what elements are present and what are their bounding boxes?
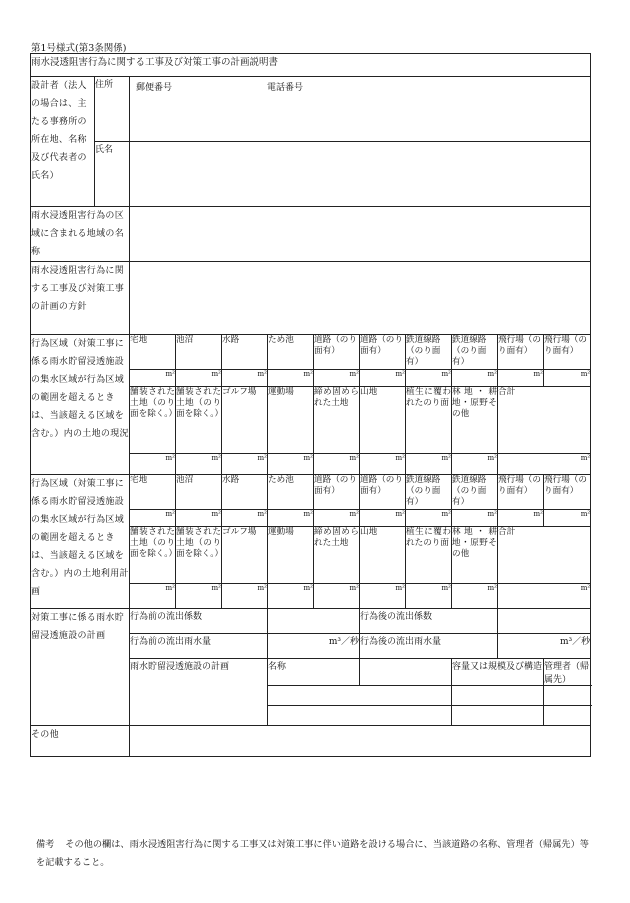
- land-type: 林地・耕地・原野その他: [452, 387, 498, 454]
- land-type: 舗装された土地（のり面を除く。）: [130, 527, 176, 584]
- area-cell[interactable]: m²: [176, 454, 222, 475]
- area-cell[interactable]: m²: [360, 584, 406, 609]
- land-type: 宅地: [130, 475, 176, 510]
- plan-policy-label: 雨水浸透阻害行為に関する工事及び対策工事の計画の方針: [31, 262, 130, 335]
- applicant-label: 設計者（法人の場合は、主たる事務所の所在地、名称及び代表者の氏名）: [31, 77, 95, 207]
- current-land-label: 行為区域（対策工事に係る雨水貯留浸透施設の集水区域が行為区域の範囲を超えるときは、当該超える区域を含む。）内の土地の現況: [31, 335, 130, 475]
- area-cell[interactable]: m²: [406, 370, 452, 387]
- land-type: 山地: [360, 387, 406, 454]
- total-label: 合計: [498, 387, 591, 454]
- facility-manager-header: 管理者（帰属先）: [544, 659, 591, 686]
- land-type: 締め固められた土地: [314, 527, 360, 584]
- land-type: 飛行場（のり面有）: [498, 335, 544, 370]
- facility-name-header: 名称: [268, 659, 360, 686]
- facility-manager-cell[interactable]: [544, 706, 591, 726]
- area-cell[interactable]: m²: [130, 454, 176, 475]
- facility-plan-label: 雨水貯留浸透施設の計画: [130, 659, 268, 726]
- area-cell[interactable]: m²: [130, 510, 176, 527]
- runoff-coef-after-field[interactable]: [498, 609, 591, 634]
- land-type: 宅地: [130, 335, 176, 370]
- land-type: 鉄道線路（のり面有）: [406, 335, 452, 370]
- land-type: 山地: [360, 527, 406, 584]
- area-cell[interactable]: m²: [222, 454, 268, 475]
- name-field[interactable]: [130, 142, 591, 207]
- area-cell[interactable]: m²: [360, 370, 406, 387]
- runoff-after-field[interactable]: m³／秒: [498, 634, 591, 659]
- area-cell[interactable]: m²: [406, 454, 452, 475]
- land-type: 飛行場（のり面有）: [544, 335, 591, 370]
- remarks-prefix: 備考: [36, 839, 55, 850]
- form-number-label: 第1号様式(第3条関係): [31, 43, 127, 54]
- runoff-after-label: 行為後の流出雨水量: [360, 634, 498, 659]
- other-label: その他: [31, 726, 130, 757]
- name-label: 氏名: [95, 142, 130, 207]
- area-cell[interactable]: m²: [314, 510, 360, 527]
- land-type: 飛行場（のり面有）: [498, 475, 544, 510]
- countermeasure-label: 対策工事に係る雨水貯留浸透施設の計画: [31, 609, 130, 726]
- area-cell[interactable]: m²: [130, 584, 176, 609]
- address-label: 住所: [95, 77, 130, 142]
- explanation-form-table: [30, 53, 591, 757]
- area-cell[interactable]: m²: [452, 370, 498, 387]
- land-type: 舗装された土地（のり面を除く。）: [130, 387, 176, 454]
- land-type: 水路: [222, 475, 268, 510]
- facility-name-cell[interactable]: [268, 706, 452, 726]
- total-area-cell[interactable]: m²: [498, 584, 591, 609]
- area-cell[interactable]: m²: [268, 454, 314, 475]
- phone-label: 電話番号: [267, 83, 304, 93]
- land-type: 池沼: [176, 335, 222, 370]
- address-field[interactable]: [130, 77, 591, 142]
- area-cell[interactable]: m²: [452, 510, 498, 527]
- area-name-field[interactable]: [130, 207, 591, 262]
- total-label: 合計: [498, 527, 591, 584]
- land-type: 運動場: [268, 387, 314, 454]
- runoff-coef-before-label: 行為前の流出係数: [130, 609, 268, 634]
- land-type: 水路: [222, 335, 268, 370]
- area-cell[interactable]: m²: [360, 454, 406, 475]
- area-cell[interactable]: m²: [176, 584, 222, 609]
- land-type: ため池: [268, 475, 314, 510]
- land-type: 池沼: [176, 475, 222, 510]
- facility-capacity-header: 容量又は規模及び構造: [452, 659, 544, 686]
- land-type: 道路（のり面有）: [314, 475, 360, 510]
- land-type: 鉄道線路（のり面有）: [452, 335, 498, 370]
- area-cell[interactable]: m²: [268, 584, 314, 609]
- land-type: ゴルフ場: [222, 527, 268, 584]
- land-type: 林地・耕地・原野その他: [452, 527, 498, 584]
- area-cell[interactable]: m²: [314, 370, 360, 387]
- planned-land-label: 行為区域（対策工事に係る雨水貯留浸透施設の集水区域が行為区域の範囲を超えるときは、当該超える区域を含む。）内の土地利用計画: [31, 475, 130, 609]
- land-type: 植生に覆われたのり面: [406, 527, 452, 584]
- area-cell[interactable]: m²: [222, 584, 268, 609]
- area-cell[interactable]: m²: [222, 370, 268, 387]
- facility-manager-cell[interactable]: [544, 686, 591, 706]
- land-type: 飛行場（のり面有）: [544, 475, 591, 510]
- area-cell[interactable]: m²: [222, 510, 268, 527]
- postal-code-label: 郵便番号: [136, 83, 173, 93]
- area-cell[interactable]: m²: [314, 454, 360, 475]
- runoff-coef-before-field[interactable]: [268, 609, 360, 634]
- land-type: ため池: [268, 335, 314, 370]
- land-type: 舗装された土地（のり面を除く。）: [176, 387, 222, 454]
- area-cell[interactable]: m²: [176, 510, 222, 527]
- remarks-text: その他の欄は、雨水浸透阻害行為に関する工事又は対策工事に伴い道路を設ける場合に、当該道路の名称、管理者（帰属先）等を記載すること。: [36, 839, 589, 868]
- runoff-coef-after-label: 行為後の流出係数: [360, 609, 498, 634]
- total-area-cell[interactable]: m²: [498, 454, 591, 475]
- land-type: ゴルフ場: [222, 387, 268, 454]
- plan-policy-field[interactable]: [130, 262, 591, 335]
- runoff-before-field[interactable]: m³／秒: [268, 634, 360, 659]
- area-cell[interactable]: m²: [176, 370, 222, 387]
- facility-name-cell[interactable]: [268, 686, 452, 706]
- area-cell[interactable]: m²: [360, 510, 406, 527]
- area-cell[interactable]: m²: [544, 370, 591, 387]
- land-type: 鉄道線路（のり面有）: [406, 475, 452, 510]
- area-cell[interactable]: m²: [130, 370, 176, 387]
- area-cell[interactable]: m²: [268, 370, 314, 387]
- land-type: 鉄道線路（のり面有）: [452, 475, 498, 510]
- land-type: 道路（のり面有）: [360, 475, 406, 510]
- area-cell[interactable]: m²: [268, 510, 314, 527]
- area-cell[interactable]: m²: [498, 370, 544, 387]
- other-field[interactable]: [130, 726, 591, 757]
- remarks-note: [36, 836, 596, 872]
- land-type: 舗装された土地（のり面を除く。）: [176, 527, 222, 584]
- land-type: 締め固められた土地: [314, 387, 360, 454]
- facility-capacity-cell[interactable]: [452, 706, 544, 726]
- area-cell[interactable]: m²: [406, 510, 452, 527]
- runoff-before-label: 行為前の流出雨水量: [130, 634, 268, 659]
- area-cell[interactable]: m²: [498, 510, 544, 527]
- area-cell[interactable]: m²: [544, 510, 591, 527]
- area-cell[interactable]: m²: [406, 584, 452, 609]
- facility-capacity-cell[interactable]: [452, 686, 544, 706]
- form-title: 雨水浸透阻害行為に関する工事及び対策工事の計画説明書: [31, 54, 591, 77]
- land-type: 道路（のり面有）: [360, 335, 406, 370]
- land-type: 道路（のり面有）: [314, 335, 360, 370]
- land-type: 植生に覆われたのり面: [406, 387, 452, 454]
- area-name-label: 雨水浸透阻害行為の区域に含まれる地域の名称: [31, 207, 130, 262]
- area-cell[interactable]: m²: [452, 584, 498, 609]
- area-cell[interactable]: m²: [314, 584, 360, 609]
- land-type: 運動場: [268, 527, 314, 584]
- facility-name-header-blank: [360, 659, 452, 686]
- area-cell[interactable]: m²: [452, 454, 498, 475]
